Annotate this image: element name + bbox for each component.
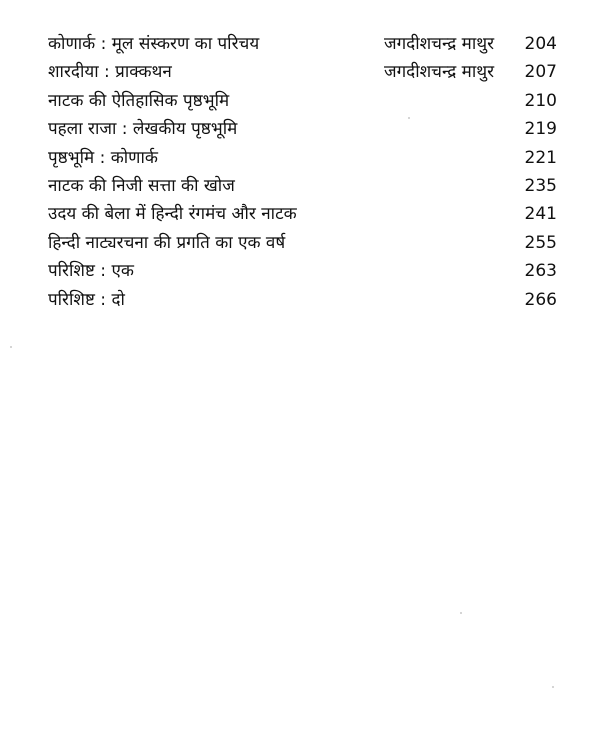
toc-entry-author: जगदीशचन्द्र माथुर [384, 62, 495, 83]
scan-speck [408, 117, 410, 119]
toc-entry-page: 235 [524, 175, 557, 196]
toc-entry [0, 87, 600, 115]
toc-entry-title: शारदीया : प्राक्कथन [48, 62, 172, 83]
toc-entry-title: परिशिष्ट : दो [48, 289, 125, 310]
toc-entry-page: 207 [524, 62, 557, 83]
toc-entry [0, 115, 600, 143]
scan-speck [552, 686, 554, 688]
toc-entry [0, 30, 600, 58]
toc-entry-page: 266 [524, 289, 557, 310]
toc-entry [0, 200, 600, 228]
toc-entry-page: 255 [524, 232, 557, 253]
toc-entry-title: परिशिष्ट : एक [48, 261, 134, 282]
toc-entry-page: 241 [524, 204, 557, 225]
scan-speck [10, 346, 12, 348]
toc-entry-page: 263 [524, 261, 557, 282]
toc-entry [0, 229, 600, 257]
toc-entry-title: हिन्दी नाट्यरचना की प्रगति का एक वर्ष [48, 232, 286, 253]
toc-entry-title: उदय की बेला में हिन्दी रंगमंच और नाटक [48, 204, 297, 225]
toc-entry [0, 172, 600, 200]
toc-entry-page: 219 [524, 119, 557, 140]
toc-entry-page: 221 [524, 147, 557, 168]
toc-entry-title: पहला राजा : लेखकीय पृष्ठभूमि [48, 119, 238, 140]
toc-entry [0, 286, 600, 314]
toc-entry [0, 257, 600, 285]
toc-entry-title: कोणार्क : मूल संस्करण का परिचय [48, 34, 260, 54]
toc-entry-page: 210 [524, 90, 557, 111]
toc-entry [0, 144, 600, 172]
toc-entry [0, 58, 600, 86]
table-of-contents [0, 30, 600, 314]
toc-entry-title: नाटक की ऐतिहासिक पृष्ठभूमि [48, 90, 230, 111]
toc-entry-page: 204 [524, 34, 557, 54]
toc-entry-author: जगदीशचन्द्र माथुर [384, 34, 495, 54]
scan-speck [460, 612, 462, 614]
toc-entry-title: नाटक की निजी सत्ता की खोज [48, 175, 235, 196]
toc-entry-title: पृष्ठभूमि : कोणार्क [48, 147, 158, 168]
